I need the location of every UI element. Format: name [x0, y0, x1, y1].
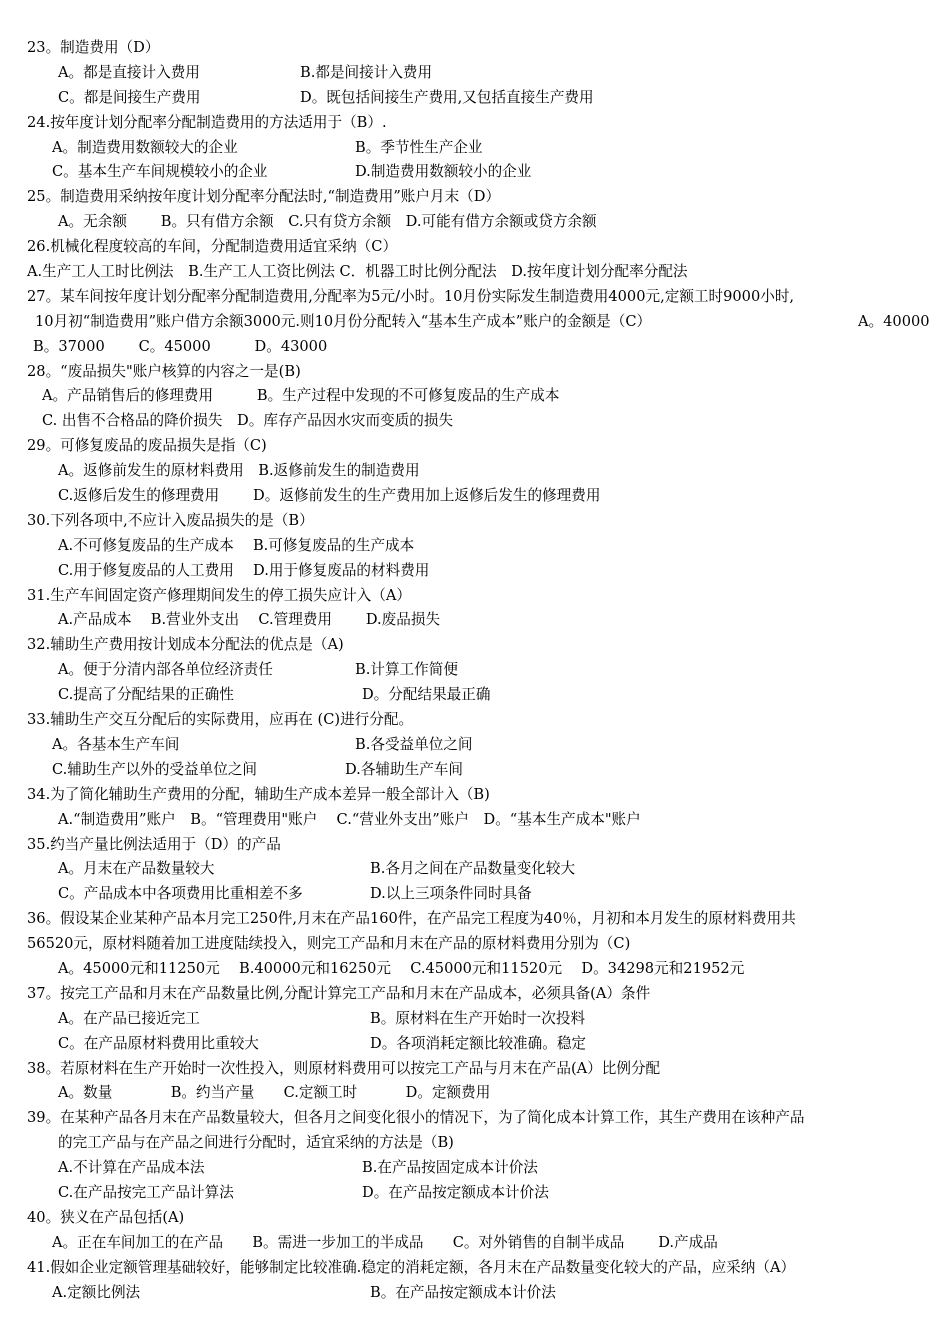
options-line [0, 559, 950, 584]
options-line [0, 1007, 950, 1032]
options-line [0, 459, 950, 484]
option-text: A.不计算在产品成本法 [58, 1159, 205, 1177]
option-text: A。在产品已接近完工 [58, 1009, 200, 1027]
question-text: 28。“废品损失"账户核算的内容之一是(B) [27, 362, 301, 380]
option-text: A。数量 B。约当产量 C.定额工时 D。定额费用 [58, 1084, 491, 1102]
options-line [0, 335, 950, 360]
option-text: C。在产品原材料费用比重较大 [58, 1034, 259, 1052]
question-line [0, 982, 950, 1007]
option-text: 56520元，原材料随着加工进度陆续投入，则完工产品和月末在产品的原材料费用分别为（C) [27, 935, 631, 953]
option-text: B.各受益单位之间 [355, 735, 473, 753]
options-line [0, 136, 950, 161]
question-text: 33.辅助生产交互分配后的实际费用，应再在 (C)进行分配。 [27, 711, 414, 729]
options-line [0, 683, 950, 708]
question-line [0, 1206, 950, 1231]
option-text: D.各辅助生产车间 [345, 760, 463, 778]
option-text: A。月末在产品数量较大 [58, 860, 215, 878]
question-line [0, 633, 950, 658]
option-text: C.提高了分配结果的正确性 [58, 686, 234, 704]
question-line [0, 509, 950, 534]
option-text: B.各月之间在产品数量变化较大 [370, 860, 576, 878]
option-text: B.在产品按固定成本计价法 [362, 1159, 538, 1177]
options-line [0, 384, 950, 409]
question-text: 37。按完工产品和月末在产品数量比例,分配计算完工产品和月末在产品成本，必须具备(A）条件 [27, 984, 651, 1002]
option-text: A。45000元和11250元 B.40000元和16250元 C.45000元和11520元 D。34298元和21952元 [58, 959, 745, 977]
option-text: C.用于修复废品的人工费用 D.用于修复废品的材料费用 [58, 561, 430, 579]
option-text: D。在产品按定额成本计价法 [362, 1183, 549, 1201]
question-text: 29。可修复废品的废品损失是指（C) [27, 437, 267, 455]
question-line [0, 1256, 950, 1281]
option-text: A。便于分清内部各单位经济责任 [58, 661, 273, 679]
question-line [0, 1106, 950, 1131]
question-line [0, 584, 950, 609]
option-text: A。制造费用数额较大的企业 [52, 138, 238, 156]
options-line [0, 484, 950, 509]
options-line [0, 160, 950, 185]
option-text: A。无余额 B。只有借方余额 C.只有贷方余额 D.可能有借方余额或贷方余额 [58, 213, 597, 231]
option-text: C。基本生产车间规模较小的企业 [52, 163, 268, 181]
option-text: A。产品销售后的修理费用 B。生产过程中发现的不可修复废品的生产成本 [42, 387, 560, 405]
option-text: A。各基本生产车间 [52, 735, 180, 753]
question-text: 25。制造费用采纳按年度计划分配率分配法时,“制造费用”账户月末（D） [27, 188, 501, 206]
option-text: D。既包括间接生产费用,又包括直接生产费用 [300, 88, 594, 106]
question-line [0, 434, 950, 459]
question-line [0, 285, 950, 310]
options-line [0, 310, 950, 335]
option-text: B。在产品按定额成本计价法 [370, 1283, 556, 1301]
option-text: B.计算工作简便 [355, 661, 458, 679]
document-body [0, 36, 950, 1305]
question-text: 31.生产车间固定资产修理期间发生的停工损失应计入（A） [27, 586, 412, 604]
options-line [0, 534, 950, 559]
question-text: 27。某车间按年度计划分配率分配制造费用,分配率为5元/小时。10月份实际发生制造费用4000元,定额工时9000小时, [27, 287, 795, 305]
question-text: 30.下列各项中,不应计入废品损失的是（B） [27, 511, 314, 529]
options-line [0, 733, 950, 758]
option-text: A。返修前发生的原材料费用 B.返修前发生的制造费用 [58, 462, 420, 480]
question-text: 41.假如企业定额管理基础较好，能够制定比较准确.稳定的消耗定额，各月末在产品数量变化较大的产品，应采纳（A） [27, 1258, 796, 1276]
options-line [0, 957, 950, 982]
options-line [0, 882, 950, 907]
option-text: C.辅助生产以外的受益单位之间 [52, 760, 258, 778]
option-text: C。都是间接生产费用 [58, 88, 201, 106]
option-text: B。季节性生产企业 [355, 138, 483, 156]
options-line [0, 758, 950, 783]
question-text: 40。狭义在产品包括(A) [27, 1208, 185, 1226]
option-text: D。分配结果最正确 [362, 686, 491, 704]
option-text: C. 出售不合格品的降价损失 D。库存产品因水灾而变质的损失 [42, 412, 454, 430]
question-text: 36。假设某企业某种产品本月完工250件,月末在产品160件，在产品完工程度为40％，月初和本月发生的原材料费用共 [27, 910, 796, 928]
question-line [0, 907, 950, 932]
options-line [0, 1032, 950, 1057]
options-line [0, 86, 950, 111]
options-line [0, 1081, 950, 1106]
option-text: A。40000 [858, 312, 930, 330]
options-line [0, 932, 950, 957]
option-text: D.以上三项条件同时具备 [370, 885, 532, 903]
option-text: A.“制造费用”账户 B。“管理费用"账户 C.“营业外支出”账户 D。“基本生产成本"账户 [58, 810, 641, 828]
option-text: A.产品成本 B.营业外支出 C.管理费用 D.废品损失 [58, 611, 441, 629]
options-line [0, 608, 950, 633]
options-line [0, 1281, 950, 1306]
question-text: 23。制造费用（D） [27, 39, 160, 56]
options-line [0, 61, 950, 86]
option-text: A.定额比例法 [52, 1283, 141, 1301]
option-text: C.在产品按完工产品计算法 [58, 1183, 234, 1201]
question-text: 24.按年度计划分配率分配制造费用的方法适用于（B）. [27, 113, 387, 131]
question-line [0, 833, 950, 858]
options-line [0, 808, 950, 833]
options-line [0, 409, 950, 434]
question-line [0, 235, 950, 260]
options-line [0, 658, 950, 683]
question-line [0, 185, 950, 210]
option-text: A.不可修复废品的生产成本 B.可修复废品的生产成本 [58, 536, 415, 554]
option-text: D.制造费用数额较小的企业 [355, 163, 532, 181]
question-line [0, 708, 950, 733]
question-text: 32.辅助生产费用按计划成本分配法的优点是（A) [27, 636, 344, 654]
options-line [0, 1131, 950, 1156]
question-text: 26.机械化程度较高的车间，分配制造费用适宜采纳（C） [27, 238, 398, 256]
option-text: A.生产工人工时比例法 B.生产工人工资比例法 C．机器工时比例分配法 D.按年度计划分配率分配法 [27, 263, 688, 281]
option-text: A。都是直接计入费用 [58, 63, 200, 81]
option-text: 的完工产品与在产品之间进行分配时，适宜采纳的方法是（B) [58, 1134, 454, 1152]
option-text: C。产品成本中各项费用比重相差不多 [58, 885, 303, 903]
options-line [0, 857, 950, 882]
question-text: 38。若原材料在生产开始时一次性投入，则原材料费用可以按完工产品与月末在产品(A）比例分配 [27, 1059, 661, 1077]
question-text: 39。在某种产品各月末在产品数量较大，但各月之间变化很小的情况下，为了简化成本计算工作，其生产费用在该种产品 [27, 1109, 805, 1127]
question-line [0, 36, 950, 61]
options-line [0, 260, 950, 285]
option-text: A。正在车间加工的在产品 B。需进一步加工的半成品 C。对外销售的自制半成品 D.产成品 [52, 1233, 718, 1251]
option-text: B.都是间接计入费用 [300, 63, 433, 81]
options-line [0, 1231, 950, 1256]
question-line [0, 111, 950, 136]
option-text: 10月初“制造费用”账户借方余额3000元.则10月份分配转入“基本生产成本”账户的金额是（C） [35, 312, 652, 330]
option-text: B。37000 C。45000 D。43000 [33, 337, 328, 355]
question-line [0, 360, 950, 385]
option-text: C.返修后发生的修理费用 D。返修前发生的生产费用加上返修后发生的修理费用 [58, 487, 601, 505]
options-line [0, 210, 950, 235]
question-line [0, 783, 950, 808]
question-line [0, 1057, 950, 1082]
option-text: B。原材料在生产开始时一次投料 [370, 1009, 586, 1027]
question-text: 34.为了简化辅助生产费用的分配，辅助生产成本差异一般全部计入（B) [27, 785, 490, 803]
options-line [0, 1181, 950, 1206]
options-line [0, 1156, 950, 1181]
option-text: D。各项消耗定额比较准确。稳定 [370, 1034, 587, 1052]
question-text: 35.约当产量比例法适用于（D）的产品 [27, 835, 281, 853]
